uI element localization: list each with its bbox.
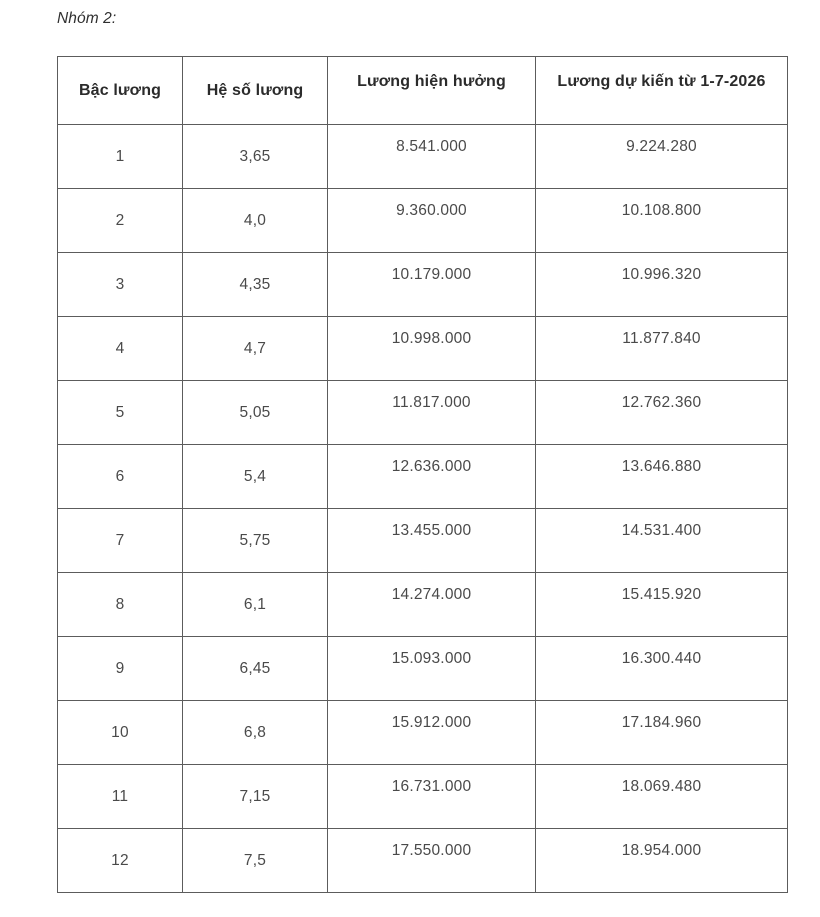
cell-luong_hien: 16.731.000	[328, 765, 536, 829]
page-title: Nhóm 2:	[57, 10, 117, 27]
table-row	[58, 445, 788, 509]
salary-table-container	[57, 56, 787, 893]
cell-luong_du: 17.184.960	[536, 701, 788, 765]
table-row	[58, 701, 788, 765]
cell-luong_hien: 17.550.000	[328, 829, 536, 893]
cell-luong_hien: 13.455.000	[328, 509, 536, 573]
cell-bac_luong: 4	[58, 317, 183, 381]
cell-bac_luong: 8	[58, 573, 183, 637]
cell-he_so_luong: 5,4	[183, 445, 328, 509]
cell-luong_hien: 10.998.000	[328, 317, 536, 381]
cell-luong_hien: 9.360.000	[328, 189, 536, 253]
cell-he_so_luong: 5,75	[183, 509, 328, 573]
cell-luong_du: 12.762.360	[536, 381, 788, 445]
cell-luong_du: 13.646.880	[536, 445, 788, 509]
cell-luong_hien: 15.093.000	[328, 637, 536, 701]
cell-bac_luong: 12	[58, 829, 183, 893]
table-row	[58, 765, 788, 829]
cell-bac_luong: 9	[58, 637, 183, 701]
salary-table	[57, 56, 788, 893]
cell-bac_luong: 6	[58, 445, 183, 509]
cell-he_so_luong: 6,45	[183, 637, 328, 701]
cell-bac_luong: 1	[58, 125, 183, 189]
cell-he_so_luong: 4,0	[183, 189, 328, 253]
cell-luong_du: 18.069.480	[536, 765, 788, 829]
cell-he_so_luong: 5,05	[183, 381, 328, 445]
table-row	[58, 637, 788, 701]
table-row	[58, 317, 788, 381]
table-header	[58, 57, 788, 125]
cell-luong_du: 11.877.840	[536, 317, 788, 381]
table-header-row	[58, 57, 788, 125]
table-body	[58, 125, 788, 893]
cell-bac_luong: 5	[58, 381, 183, 445]
cell-luong_du: 16.300.440	[536, 637, 788, 701]
table-row	[58, 509, 788, 573]
column-header-bac_luong: Bậc lương	[58, 57, 183, 125]
column-header-luong_du: Lương dự kiến từ 1-7-2026	[536, 57, 788, 125]
cell-luong_du: 10.108.800	[536, 189, 788, 253]
cell-he_so_luong: 6,8	[183, 701, 328, 765]
cell-he_so_luong: 7,15	[183, 765, 328, 829]
table-row	[58, 125, 788, 189]
cell-luong_hien: 8.541.000	[328, 125, 536, 189]
table-row	[58, 829, 788, 893]
cell-he_so_luong: 4,7	[183, 317, 328, 381]
cell-luong_du: 10.996.320	[536, 253, 788, 317]
cell-luong_du: 14.531.400	[536, 509, 788, 573]
cell-he_so_luong: 7,5	[183, 829, 328, 893]
cell-luong_hien: 11.817.000	[328, 381, 536, 445]
table-row	[58, 253, 788, 317]
cell-he_so_luong: 3,65	[183, 125, 328, 189]
cell-luong_hien: 15.912.000	[328, 701, 536, 765]
cell-bac_luong: 10	[58, 701, 183, 765]
cell-luong_hien: 14.274.000	[328, 573, 536, 637]
column-header-he_so_luong: Hệ số lương	[183, 57, 328, 125]
table-row	[58, 573, 788, 637]
cell-luong_du: 9.224.280	[536, 125, 788, 189]
cell-he_so_luong: 4,35	[183, 253, 328, 317]
column-header-luong_hien: Lương hiện hưởng	[328, 57, 536, 125]
cell-bac_luong: 3	[58, 253, 183, 317]
table-row	[58, 381, 788, 445]
cell-bac_luong: 11	[58, 765, 183, 829]
cell-he_so_luong: 6,1	[183, 573, 328, 637]
cell-luong_hien: 10.179.000	[328, 253, 536, 317]
cell-bac_luong: 2	[58, 189, 183, 253]
cell-luong_du: 18.954.000	[536, 829, 788, 893]
cell-luong_du: 15.415.920	[536, 573, 788, 637]
cell-bac_luong: 7	[58, 509, 183, 573]
cell-luong_hien: 12.636.000	[328, 445, 536, 509]
table-row	[58, 189, 788, 253]
